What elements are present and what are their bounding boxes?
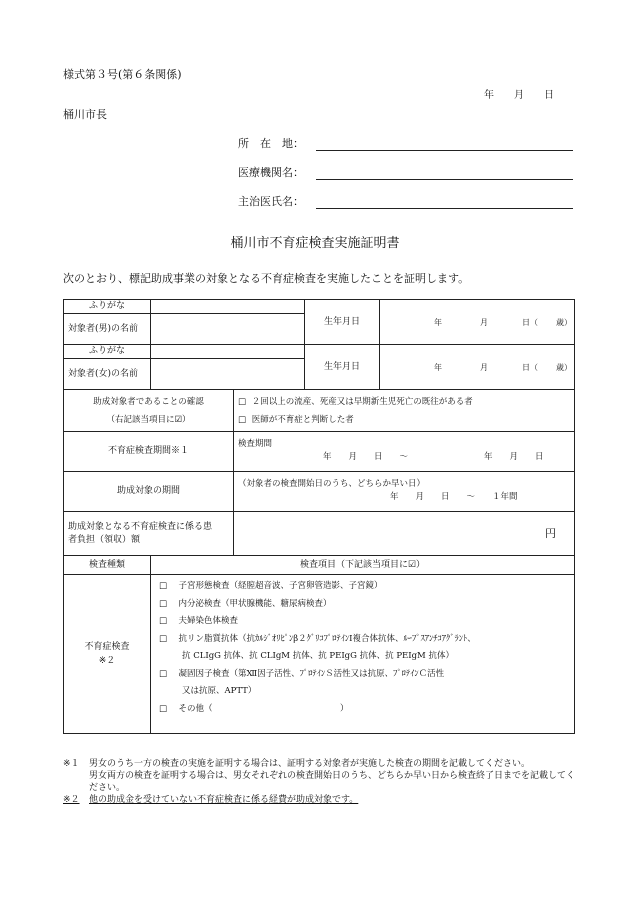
note-2-mark: ※２: [63, 795, 80, 805]
test-type-label: 不育症検査 ※２: [64, 575, 151, 734]
checkbox-icon[interactable]: □: [159, 633, 168, 644]
checkbox-icon[interactable]: □: [159, 668, 168, 679]
footnotes: [63, 758, 583, 806]
doctor-label: 主治医氏名：: [238, 195, 304, 208]
note-1b: 男女両方の検査を証明する場合は、男女それぞれの検査開始日のうち、どちらか早い日から検査終了日までを記載してください。: [89, 771, 576, 793]
cost-label: 助成対象となる不育症検査に係る患 者負担（領収）額: [64, 512, 234, 556]
female-dob-label: 生年月日: [305, 345, 380, 390]
form-number: 様式第３号(第６条関係): [63, 68, 182, 81]
male-furigana-label: ふりがな: [64, 300, 151, 314]
test-items-header: 検査項目（下記該当項目に☑）: [151, 556, 575, 575]
female-furigana-field[interactable]: [151, 345, 305, 359]
certificate-table: [63, 299, 575, 734]
female-dob-field[interactable]: 年 月 日（ 歳）: [380, 345, 575, 390]
subsidy-period-field[interactable]: （対象者の検査開始日のうち、どちらか早い日） 年 月 日 ～ １年間: [234, 472, 575, 512]
subsidy-period-label: 助成対象の期間: [64, 472, 234, 512]
eligibility-option-1[interactable]: □ ２回以上の流産、死産又は早期新生児死亡の既往がある者: [238, 393, 570, 411]
note-2: 他の助成金を受けていない不育症検査に係る経費が助成対象です。: [89, 795, 359, 805]
checkbox-icon[interactable]: □: [159, 581, 168, 591]
test-item-antiphospholipid[interactable]: □ 抗リン脂質抗体（抗ｶﾙｼﾞｵﾘﾋﾟﾝβ２ｸﾞﾘｺﾌﾟﾛﾃｲﾝⅠ複合体抗体、ﾙｰﾌﾟｽｱﾝﾁｺｱｸﾞﾗﾝﾄ、: [159, 631, 570, 649]
male-name-label: 対象者(男)の名前: [64, 314, 151, 345]
eligibility-label: 助成対象者であることの確認 （右記該当項目に☑）: [64, 390, 234, 432]
male-dob-label: 生年月日: [305, 300, 380, 345]
doctor-field[interactable]: [316, 208, 573, 209]
checkbox-icon[interactable]: □: [159, 703, 168, 714]
checkbox-icon[interactable]: □: [159, 616, 168, 626]
male-name-field[interactable]: [151, 314, 305, 345]
test-item-chromosome[interactable]: □ 夫婦染色体検査: [159, 613, 570, 631]
address-field[interactable]: [316, 150, 573, 151]
checkbox-icon[interactable]: □: [238, 396, 247, 407]
institution-label: 医療機関名：: [238, 166, 304, 179]
yen-unit: 円: [545, 527, 556, 540]
checkbox-icon[interactable]: □: [159, 598, 168, 609]
test-item-uterine[interactable]: □ 子宮形態検査（経膣超音波、子宮卵管造影、子宮鏡）: [159, 578, 570, 596]
test-period-field[interactable]: 検査期間 年 月 日 ～ 年 月 日: [234, 432, 575, 472]
test-item-endocrine[interactable]: □ 内分泌検査（甲状腺機能、糖尿病検査）: [159, 596, 570, 614]
institution-field[interactable]: [316, 179, 573, 180]
note-1a: 男女のうち一方の検査の実施を証明する場合は、証明する対象者が実施した検査の期間を記載してください。: [89, 759, 531, 769]
test-item-antiphospholipid-cont: 抗 CLIgG 抗体、抗 CLIgM 抗体、抗 PEIgG 抗体、抗 PEIgM 抗体）: [182, 651, 454, 661]
intro-text: 次のとおり、標記助成事業の対象となる不育症検査を実施したことを証明します。: [63, 272, 470, 285]
female-name-field[interactable]: [151, 359, 305, 390]
checkbox-icon[interactable]: □: [238, 414, 247, 425]
note-1-mark: ※１: [63, 759, 80, 769]
test-type-header: 検査種類: [64, 556, 151, 575]
cost-field[interactable]: [234, 512, 575, 556]
female-name-label: 対象者(女)の名前: [64, 359, 151, 390]
test-item-coagulation[interactable]: □ 凝固因子検査（第Ⅻ因子活性、ﾌﾟﾛﾃｲﾝＳ活性又は抗原、ﾌﾟﾛﾃｲﾝＣ活性: [159, 666, 570, 684]
male-dob-field[interactable]: 年 月 日（ 歳）: [380, 300, 575, 345]
address-label: 所 在 地：: [238, 137, 304, 150]
test-period-label: 不育症検査期間※１: [64, 432, 234, 472]
eligibility-option-2[interactable]: □ 医師が不育症と判断した者: [238, 411, 570, 429]
issue-date[interactable]: 年 月 日: [484, 90, 554, 101]
addressee: 桶川市長: [63, 108, 107, 121]
test-item-other[interactable]: □ その他（ ）: [159, 701, 570, 719]
test-item-coagulation-cont: 又は抗原、APTT）: [182, 686, 257, 696]
male-furigana-field[interactable]: [151, 300, 305, 314]
female-furigana-label: ふりがな: [64, 345, 151, 359]
document-title: 桶川市不育症検査実施証明書: [230, 236, 400, 251]
